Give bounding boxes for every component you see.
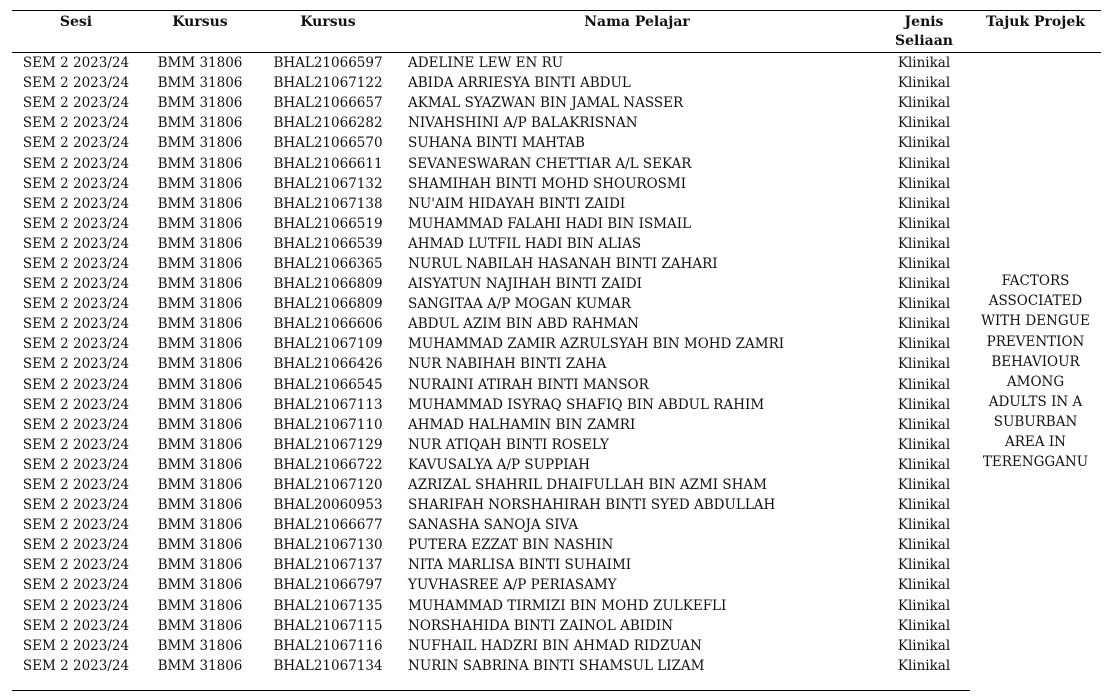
- cell-student-name: SANGITAA A/P MOGAN KUMAR: [408, 296, 631, 313]
- table-row: [12, 395, 1101, 415]
- cell-student-name: AHMAD LUTFIL HADI BIN ALIAS: [408, 235, 642, 252]
- cell-sesi: SEM 2 2023/24: [22, 255, 130, 272]
- cell-matrik-number: BHAL21067110: [273, 416, 383, 433]
- cell-sesi: SEM 2 2023/24: [22, 396, 130, 413]
- cell-sesi: SEM 2 2023/24: [22, 336, 130, 353]
- cell-student-name: ADELINE LEW EN RU: [408, 55, 564, 72]
- cell-sesi: SEM 2 2023/24: [22, 557, 130, 574]
- cell-student-name: SANASHA SANOJA SIVA: [408, 517, 579, 534]
- cell-jenis-seliaan: Klinikal: [897, 557, 951, 574]
- cell-matrik-number: BHAL21067138: [273, 195, 383, 212]
- cell-matrik-number: BHAL21066426: [273, 356, 383, 373]
- cell-student-name: SHARIFAH NORSHAHIRAH BINTI SYED ABDULLAH: [408, 497, 776, 514]
- cell-kursus: BMM 31806: [157, 537, 243, 554]
- cell-sesi: SEM 2 2023/24: [22, 497, 130, 514]
- cell-jenis-seliaan: Klinikal: [897, 577, 951, 594]
- cell-student-name: NITA MARLISA BINTI SUHAIMI: [408, 557, 632, 574]
- cell-kursus: BMM 31806: [157, 416, 243, 433]
- cell-student-name: NU'AIM HIDAYAH BINTI ZAIDI: [408, 195, 626, 212]
- cell-matrik-number: BHAL21066539: [273, 235, 383, 252]
- cell-matrik-number: BHAL21067109: [273, 336, 383, 353]
- cell-kursus: BMM 31806: [157, 356, 243, 373]
- cell-matrik-number: BHAL20060953: [273, 497, 383, 514]
- cell-student-name: KAVUSALYA A/P SUPPIAH: [408, 456, 591, 473]
- cell-kursus: BMM 31806: [157, 135, 243, 152]
- header-kursus-code: Kursus: [300, 14, 356, 30]
- cell-sesi: SEM 2 2023/24: [22, 135, 130, 152]
- cell-student-name: ABIDA ARRIESYA BINTI ABDUL: [408, 75, 631, 92]
- header-nama-pelajar: Nama Pelajar: [584, 14, 690, 30]
- cell-kursus: BMM 31806: [140, 656, 260, 691]
- table-body: [12, 53, 1101, 691]
- cell-jenis-seliaan: Klinikal: [897, 95, 951, 112]
- cell-matrik-number: BHAL21067130: [273, 537, 383, 554]
- table-row: [12, 214, 1101, 234]
- cell-jenis-seliaan: Klinikal: [897, 215, 951, 232]
- cell-student-name: NUR ATIQAH BINTI ROSELY: [408, 436, 609, 453]
- cell-student-name: MUHAMMAD TIRMIZI BIN MOHD ZULKEFLI: [408, 597, 727, 614]
- cell-matrik-number: BHAL21066611: [273, 155, 383, 172]
- cell-kursus: BMM 31806: [157, 497, 243, 514]
- cell-sesi: SEM 2 2023/24: [22, 215, 130, 232]
- cell-jenis-seliaan: Klinikal: [878, 656, 970, 691]
- cell-matrik-number: BHAL21066519: [273, 215, 383, 232]
- cell-jenis-seliaan: Klinikal: [897, 597, 951, 614]
- cell-sesi: SEM 2 2023/24: [22, 477, 130, 494]
- cell-jenis-seliaan: Klinikal: [897, 396, 951, 413]
- cell-matrik-number: BHAL21066809: [273, 276, 383, 293]
- cell-kursus: BMM 31806: [157, 517, 243, 534]
- cell-kursus: BMM 31806: [157, 617, 243, 634]
- table-row: [12, 254, 1101, 274]
- cell-sesi: SEM 2 2023/24: [22, 456, 130, 473]
- cell-student-name: MUHAMMAD ISYRAQ SHAFIQ BIN ABDUL RAHIM: [408, 396, 765, 413]
- cell-sesi: SEM 2 2023/24: [22, 577, 130, 594]
- cell-jenis-seliaan: Klinikal: [897, 416, 951, 433]
- cell-student-name: SUHANA BINTI MAHTAB: [408, 135, 585, 152]
- cell-jenis-seliaan: Klinikal: [897, 75, 951, 92]
- cell-student-name: NURUL NABILAH HASANAH BINTI ZAHARI: [408, 255, 718, 272]
- cell-student-name: NURAINI ATIRAH BINTI MANSOR: [408, 376, 649, 393]
- cell-kursus: BMM 31806: [157, 255, 243, 272]
- cell-sesi: SEM 2 2023/24: [22, 637, 130, 654]
- cell-matrik-number: BHAL21067137: [273, 557, 383, 574]
- cell-jenis-seliaan: Klinikal: [897, 617, 951, 634]
- cell-jenis-seliaan: Klinikal: [897, 175, 951, 192]
- cell-kursus: BMM 31806: [157, 75, 243, 92]
- cell-student-name: NIVAHSHINI A/P BALAKRISNAN: [408, 115, 638, 132]
- cell-student-name: AISYATUN NAJIHAH BINTI ZAIDI: [408, 276, 642, 293]
- cell-kursus: BMM 31806: [157, 577, 243, 594]
- cell-sesi: SEM 2 2023/24: [22, 416, 130, 433]
- table-row: [12, 113, 1101, 133]
- table-row: [12, 475, 1101, 495]
- cell-jenis-seliaan: Klinikal: [897, 456, 951, 473]
- table-row: [12, 53, 1101, 74]
- table-row: [12, 354, 1101, 374]
- cell-sesi: SEM 2 2023/24: [22, 175, 130, 192]
- cell-jenis-seliaan: Klinikal: [897, 115, 951, 132]
- cell-student-name: NORSHAHIDA BINTI ZAINOL ABIDIN: [408, 617, 674, 634]
- cell-matrik-number: BHAL21066365: [273, 255, 383, 272]
- cell-sesi: SEM 2 2023/24: [22, 75, 130, 92]
- cell-kursus: BMM 31806: [157, 557, 243, 574]
- cell-student-name: ABDUL AZIM BIN ABD RAHMAN: [408, 316, 639, 333]
- cell-kursus: BMM 31806: [157, 115, 243, 132]
- table-row: [12, 153, 1101, 173]
- cell-matrik-number: BHAL21066722: [273, 456, 383, 473]
- cell-sesi: SEM 2 2023/24: [22, 597, 130, 614]
- cell-jenis-seliaan: Klinikal: [897, 135, 951, 152]
- table-row: [12, 375, 1101, 395]
- cell-kursus: BMM 31806: [157, 597, 243, 614]
- cell-matrik-number: BHAL21067115: [273, 617, 383, 634]
- cell-sesi: SEM 2 2023/24: [22, 155, 130, 172]
- cell-matrik-number: BHAL21066797: [273, 577, 383, 594]
- cell-student-name: NUR NABIHAH BINTI ZAHA: [408, 356, 607, 373]
- cell-student-name: YUVHASREE A/P PERIASAMY: [408, 577, 617, 594]
- cell-matrik-number: BHAL21066545: [273, 376, 383, 393]
- cell-student-name: SEVANESWARAN CHETTIAR A/L SEKAR: [408, 155, 692, 172]
- cell-jenis-seliaan: Klinikal: [897, 356, 951, 373]
- cell-sesi: SEM 2 2023/24: [12, 656, 140, 691]
- table-row: [12, 294, 1101, 314]
- cell-student-name: NUFHAIL HADZRI BIN AHMAD RIDZUAN: [408, 637, 702, 654]
- table-row: [12, 656, 1101, 691]
- cell-sesi: SEM 2 2023/24: [22, 115, 130, 132]
- cell-sesi: SEM 2 2023/24: [22, 356, 130, 373]
- cell-sesi: SEM 2 2023/24: [22, 617, 130, 634]
- student-project-table: [12, 10, 1101, 691]
- table-row: [12, 435, 1101, 455]
- table-header: [12, 11, 1101, 53]
- cell-kursus: BMM 31806: [157, 235, 243, 252]
- cell-student-name: NURIN SABRINA BINTI SHAMSUL LIZAM: [396, 656, 878, 691]
- cell-jenis-seliaan: Klinikal: [897, 155, 951, 172]
- table-row: [12, 596, 1101, 616]
- cell-sesi: SEM 2 2023/24: [22, 436, 130, 453]
- cell-sesi: SEM 2 2023/24: [22, 235, 130, 252]
- table-row: [12, 495, 1101, 515]
- cell-kursus: BMM 31806: [157, 637, 243, 654]
- table-row: [12, 415, 1101, 435]
- cell-jenis-seliaan: Klinikal: [897, 235, 951, 252]
- cell-jenis-seliaan: Klinikal: [897, 316, 951, 333]
- cell-jenis-seliaan: Klinikal: [897, 376, 951, 393]
- cell-matrik-number: BHAL21067132: [273, 175, 383, 192]
- cell-kursus: BMM 31806: [157, 155, 243, 172]
- header-jenis-seliaan: Jenis Seliaan: [895, 14, 953, 49]
- table-row: [12, 194, 1101, 214]
- table-row: [12, 274, 1101, 294]
- header-tajuk-projek: Tajuk Projek: [986, 14, 1085, 30]
- cell-tajuk-projek: FACTORS ASSOCIATED WITH DENGUE PREVENTION BEHAVIOUR AMONG ADULTS IN A SUBURBAN AREA IN TERENGGANU: [981, 273, 1090, 471]
- table-row: [12, 314, 1101, 334]
- cell-jenis-seliaan: Klinikal: [897, 296, 951, 313]
- cell-kursus: BMM 31806: [157, 276, 243, 293]
- cell-matrik-number: BHAL21067134: [260, 656, 396, 691]
- cell-matrik-number: BHAL21066597: [273, 55, 383, 72]
- table-row: [12, 575, 1101, 595]
- cell-jenis-seliaan: Klinikal: [897, 497, 951, 514]
- cell-matrik-number: BHAL21067135: [273, 597, 383, 614]
- cell-kursus: BMM 31806: [157, 376, 243, 393]
- cell-student-name: MUHAMMAD ZAMIR AZRULSYAH BIN MOHD ZAMRI: [408, 336, 785, 353]
- header-kursus: Kursus: [172, 14, 228, 30]
- table-row: [12, 616, 1101, 636]
- cell-matrik-number: BHAL21067120: [273, 477, 383, 494]
- table-row: [12, 515, 1101, 535]
- cell-kursus: BMM 31806: [157, 296, 243, 313]
- cell-sesi: SEM 2 2023/24: [22, 376, 130, 393]
- table-row: [12, 636, 1101, 656]
- cell-jenis-seliaan: Klinikal: [897, 436, 951, 453]
- cell-sesi: SEM 2 2023/24: [22, 517, 130, 534]
- table-row: [12, 133, 1101, 153]
- cell-kursus: BMM 31806: [157, 456, 243, 473]
- cell-jenis-seliaan: Klinikal: [897, 637, 951, 654]
- cell-jenis-seliaan: Klinikal: [897, 255, 951, 272]
- table-row: [12, 334, 1101, 354]
- cell-student-name: AZRIZAL SHAHRIL DHAIFULLAH BIN AZMI SHAM: [408, 477, 768, 494]
- cell-matrik-number: BHAL21066606: [273, 316, 383, 333]
- cell-sesi: SEM 2 2023/24: [22, 537, 130, 554]
- cell-sesi: SEM 2 2023/24: [22, 95, 130, 112]
- cell-sesi: SEM 2 2023/24: [22, 195, 130, 212]
- cell-sesi: SEM 2 2023/24: [22, 55, 130, 72]
- cell-kursus: BMM 31806: [157, 477, 243, 494]
- cell-sesi: SEM 2 2023/24: [22, 316, 130, 333]
- cell-matrik-number: BHAL21067113: [273, 396, 383, 413]
- table-row: [12, 535, 1101, 555]
- cell-matrik-number: BHAL21066570: [273, 135, 383, 152]
- cell-matrik-number: BHAL21067122: [273, 75, 383, 92]
- cell-matrik-number: BHAL21067129: [273, 436, 383, 453]
- header-row: [12, 11, 1101, 53]
- cell-sesi: SEM 2 2023/24: [22, 276, 130, 293]
- table-row: [12, 555, 1101, 575]
- cell-kursus: BMM 31806: [157, 195, 243, 212]
- cell-matrik-number: BHAL21066809: [273, 296, 383, 313]
- cell-jenis-seliaan: Klinikal: [897, 517, 951, 534]
- cell-kursus: BMM 31806: [157, 95, 243, 112]
- cell-matrik-number: BHAL21066282: [273, 115, 383, 132]
- cell-jenis-seliaan: Klinikal: [897, 276, 951, 293]
- cell-jenis-seliaan: Klinikal: [897, 537, 951, 554]
- cell-jenis-seliaan: Klinikal: [897, 195, 951, 212]
- cell-kursus: BMM 31806: [157, 336, 243, 353]
- cell-student-name: MUHAMMAD FALAHI HADI BIN ISMAIL: [408, 215, 692, 232]
- cell-kursus: BMM 31806: [157, 316, 243, 333]
- cell-student-name: PUTERA EZZAT BIN NASHIN: [408, 537, 614, 554]
- cell-student-name: AHMAD HALHAMIN BIN ZAMRI: [408, 416, 636, 433]
- cell-student-name: SHAMIHAH BINTI MOHD SHOUROSMI: [408, 175, 687, 192]
- cell-jenis-seliaan: Klinikal: [897, 55, 951, 72]
- cell-kursus: BMM 31806: [157, 215, 243, 232]
- cell-sesi: SEM 2 2023/24: [22, 296, 130, 313]
- cell-jenis-seliaan: Klinikal: [897, 477, 951, 494]
- table-row: [12, 234, 1101, 254]
- cell-student-name: AKMAL SYAZWAN BIN JAMAL NASSER: [408, 95, 684, 112]
- cell-kursus: BMM 31806: [157, 175, 243, 192]
- cell-matrik-number: BHAL21066677: [273, 517, 383, 534]
- cell-kursus: BMM 31806: [157, 396, 243, 413]
- cell-kursus: BMM 31806: [157, 55, 243, 72]
- header-sesi: Sesi: [59, 14, 93, 30]
- table-row: [12, 73, 1101, 93]
- cell-matrik-number: BHAL21067116: [273, 637, 383, 654]
- cell-matrik-number: BHAL21066657: [273, 95, 383, 112]
- table-row: [12, 455, 1101, 475]
- table-row: [12, 174, 1101, 194]
- cell-jenis-seliaan: Klinikal: [897, 336, 951, 353]
- table-row: [12, 93, 1101, 113]
- cell-kursus: BMM 31806: [157, 436, 243, 453]
